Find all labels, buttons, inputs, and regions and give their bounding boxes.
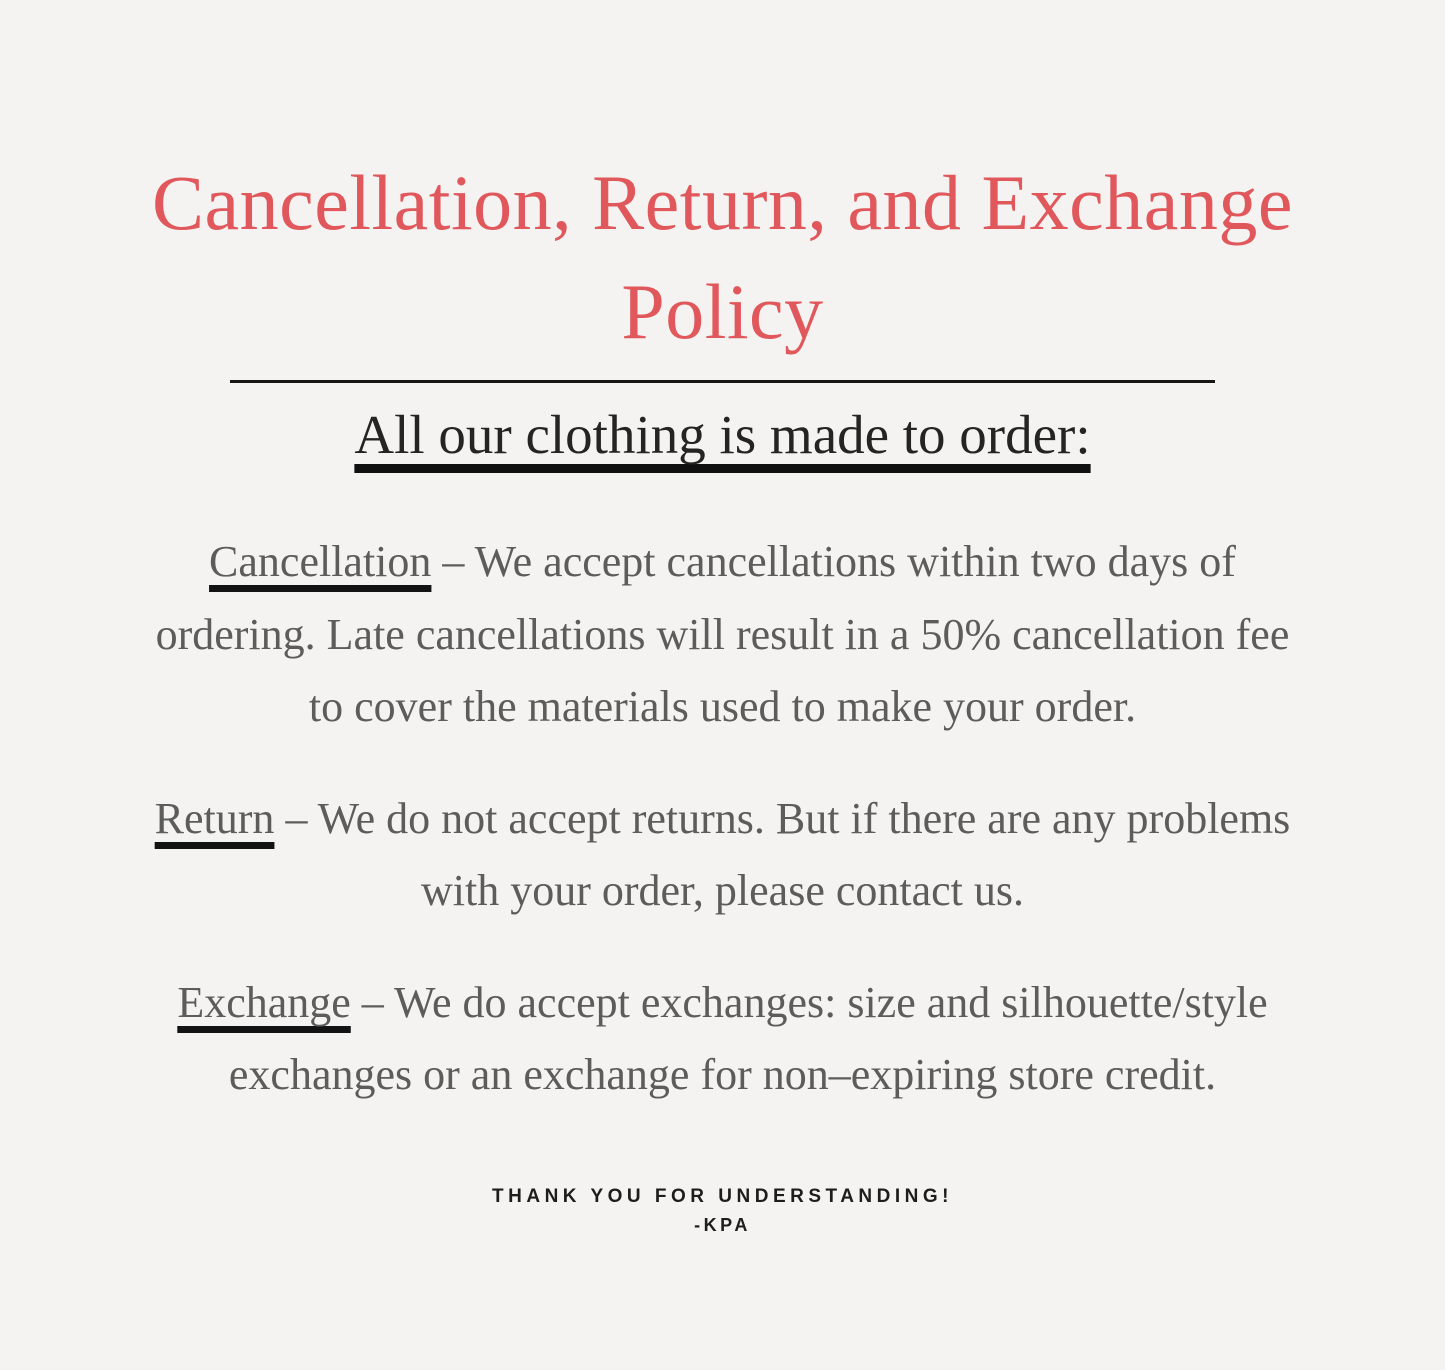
return-lead-word: Return (154, 793, 275, 843)
footer (20, 1186, 1425, 1236)
exchange-policy-line-2: exchanges or an exchange for non–expiring store credit. (228, 1050, 1217, 1100)
made-to-order-heading-text: All our clothing is made to order: (354, 404, 1091, 466)
cancellation-policy-line-3: to cover the materials used to make your order. (308, 681, 1137, 731)
cancellation-policy-line-2: ordering. Late cancellations will result in a 50% cancellation fee (155, 609, 1290, 659)
policy-sections (20, 526, 1425, 1111)
cancellation-policy-line-1 (20, 526, 1425, 598)
page-title (20, 148, 1425, 366)
return-policy-text: – We do not accept returns. But if there are any problems (274, 793, 1291, 843)
return-policy-paragraph (20, 783, 1425, 927)
cancellation-policy-paragraph (20, 526, 1425, 742)
page-title-line-2: Policy (621, 268, 824, 356)
exchange-lead-word: Exchange (177, 978, 351, 1028)
title-divider (230, 380, 1215, 383)
return-policy-line-2: with your order, please contact us. (420, 866, 1025, 915)
exchange-policy-text: – We do accept exchanges: size and silhouette/style (350, 978, 1268, 1028)
cancellation-lead-word: Cancellation (209, 537, 432, 587)
footer-thank-you-text: THANK YOU FOR UNDERSTANDING! (492, 1186, 953, 1208)
footer-signature: -KPA (694, 1215, 751, 1236)
page-title-line-1: Cancellation, Return, and Exchange (151, 159, 1294, 246)
exchange-policy-paragraph (20, 967, 1425, 1111)
exchange-policy-line-1 (20, 967, 1425, 1039)
made-to-order-heading (20, 403, 1425, 466)
cancellation-policy-text: – We accept cancellations within two days of (431, 537, 1236, 587)
return-policy-line-1 (20, 783, 1425, 855)
